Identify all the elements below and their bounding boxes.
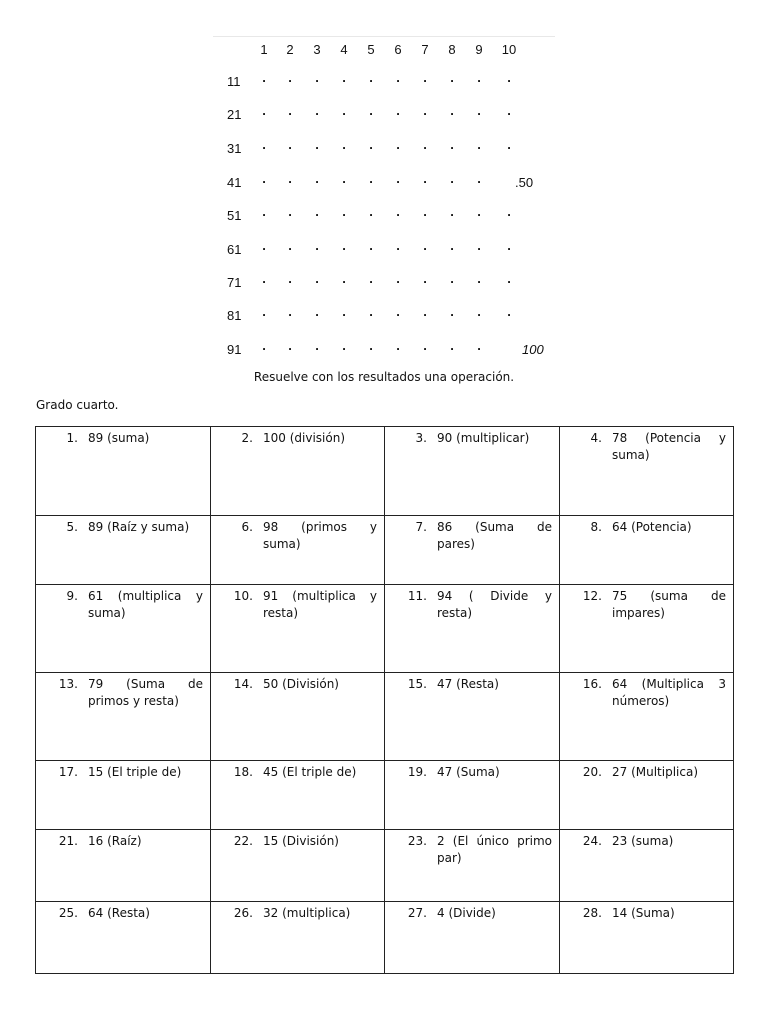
grid-dot: . (396, 171, 400, 186)
grid-column-header: 8 (448, 42, 456, 57)
grid-dot: . (477, 238, 481, 253)
grid-column-header: 7 (421, 42, 429, 57)
grid-dot: . (315, 171, 319, 186)
grid-dot: . (315, 238, 319, 253)
exercise-cell (385, 585, 560, 673)
grid-dot: . (450, 238, 454, 253)
grid-dot: . (315, 338, 319, 353)
exercise-cell (385, 830, 560, 902)
exercise-cell (560, 673, 734, 761)
grid-dot: . (342, 238, 346, 253)
exercise-text: 98 (primos y suma) (263, 520, 377, 551)
grid-dot: . (477, 137, 481, 152)
grid-dot: . (396, 137, 400, 152)
grade-label: Grado cuarto. (36, 398, 119, 412)
grid-dot: . (396, 204, 400, 219)
grid-row-end-label: 100 (522, 342, 544, 357)
grid-row-header: 31 (227, 141, 242, 156)
grid-dot: . (315, 271, 319, 286)
grid-dot: . (288, 171, 292, 186)
grid-dot: . (369, 338, 373, 353)
exercise-cell (385, 516, 560, 585)
grid-dot: . (342, 271, 346, 286)
exercise-number: 19. (407, 765, 427, 779)
exercise-cell (36, 830, 211, 902)
exercise-text: 75 (suma de impares) (612, 589, 726, 620)
exercise-number: 2. (241, 431, 253, 445)
exercise-cell (560, 427, 734, 516)
grid-dot: . (477, 204, 481, 219)
exercise-number: 7. (415, 520, 427, 534)
grid-dot: . (396, 338, 400, 353)
exercise-cell (36, 673, 211, 761)
exercise-text: 14 (Suma) (612, 906, 675, 920)
grid-dot: . (423, 137, 427, 152)
grid-dot: . (396, 238, 400, 253)
grid-dot: . (507, 238, 511, 253)
grid-dot: . (507, 271, 511, 286)
grid-dot: . (315, 304, 319, 319)
grid-dot: . (423, 70, 427, 85)
grid-dot: . (288, 103, 292, 118)
grid-dot: . (423, 338, 427, 353)
exercise-row (36, 427, 734, 516)
grid-row-end-label: .50 (515, 175, 534, 190)
grid-dot: . (288, 204, 292, 219)
grid-dot: . (262, 204, 266, 219)
grid-dot: . (369, 271, 373, 286)
exercise-number: 4. (590, 431, 602, 445)
grid-dot: . (262, 70, 266, 85)
exercise-cell (560, 585, 734, 673)
exercise-row (36, 830, 734, 902)
grid-dot: . (477, 70, 481, 85)
exercise-text: 89 (Raíz y suma) (88, 520, 190, 534)
grid-column-header: 6 (394, 42, 402, 57)
grid-dot: . (315, 70, 319, 85)
exercise-number: 27. (407, 906, 427, 920)
grid-dot: . (450, 103, 454, 118)
exercise-cell (385, 673, 560, 761)
grid-dot: . (396, 103, 400, 118)
exercise-text: 45 (El triple de) (263, 765, 357, 779)
grid-dot: . (423, 103, 427, 118)
grid-dot: . (507, 70, 511, 85)
exercise-text: 89 (suma) (88, 431, 150, 445)
grid-dot: . (477, 171, 481, 186)
exercise-number: 16. (582, 677, 602, 691)
grid-dot: . (288, 70, 292, 85)
exercise-cell (385, 761, 560, 830)
grid-row-header: 91 (227, 342, 242, 357)
exercise-row (36, 585, 734, 673)
exercise-text: 64 (Multiplica 3 números) (612, 677, 726, 708)
number-grid-figure (213, 36, 555, 366)
exercise-text: 47 (Suma) (437, 765, 500, 779)
grid-dot: . (342, 204, 346, 219)
instruction-caption: Resuelve con los resultados una operación. (253, 370, 515, 384)
grid-dot: . (477, 103, 481, 118)
grid-dot: . (288, 304, 292, 319)
exercise-cell (36, 902, 211, 974)
exercise-table-body (36, 427, 734, 974)
grid-dot: . (315, 137, 319, 152)
grid-dot: . (262, 271, 266, 286)
grid-top-rule (213, 36, 555, 37)
grid-dot: . (262, 137, 266, 152)
exercise-cell (211, 902, 385, 974)
exercise-text: 79 (Suma de primos y resta) (88, 677, 203, 708)
grid-dot: . (396, 271, 400, 286)
exercise-cell (560, 516, 734, 585)
grid-row-header: 11 (227, 74, 241, 89)
grid-column-header: 1 (260, 42, 268, 57)
grid-dot: . (315, 103, 319, 118)
grid-dot: . (477, 338, 481, 353)
grid-dot: . (450, 70, 454, 85)
grid-column-header: 2 (286, 42, 294, 57)
grid-dot: . (342, 70, 346, 85)
grid-dot: . (423, 304, 427, 319)
exercise-cell (211, 516, 385, 585)
exercise-cell (385, 902, 560, 974)
exercise-cell (560, 902, 734, 974)
grid-dot: . (450, 137, 454, 152)
grid-dot: . (369, 137, 373, 152)
exercise-number: 15. (407, 677, 427, 691)
grid-column-header: 5 (367, 42, 375, 57)
exercise-text: 100 (división) (263, 431, 346, 445)
grid-dot: . (262, 238, 266, 253)
exercise-text: 91 (multiplica y resta) (263, 589, 377, 620)
grid-dot: . (423, 238, 427, 253)
grid-dot: . (396, 70, 400, 85)
grid-dot: . (369, 304, 373, 319)
grid-dot: . (477, 304, 481, 319)
exercise-number: 14. (233, 677, 253, 691)
exercise-number: 13. (58, 677, 78, 691)
exercise-number: 8. (590, 520, 602, 534)
exercise-text: 23 (suma) (612, 834, 674, 848)
grid-dot: . (288, 137, 292, 152)
exercise-number: 26. (233, 906, 253, 920)
exercise-row (36, 673, 734, 761)
exercise-cell (211, 427, 385, 516)
exercise-row (36, 516, 734, 585)
grid-dot: . (288, 271, 292, 286)
exercise-text: 15 (División) (263, 834, 339, 848)
grid-dot: . (342, 171, 346, 186)
grid-dot: . (342, 103, 346, 118)
grid-dot: . (262, 103, 266, 118)
exercise-cell (211, 673, 385, 761)
grid-dot: . (315, 204, 319, 219)
grid-dot: . (342, 338, 346, 353)
exercise-number: 10. (233, 589, 253, 603)
grid-dot: . (507, 137, 511, 152)
exercise-row (36, 902, 734, 974)
exercise-number: 5. (66, 520, 78, 534)
exercise-number: 12. (582, 589, 602, 603)
exercise-text: 15 (El triple de) (88, 765, 182, 779)
grid-column-header: 10 (501, 42, 517, 57)
exercise-table (35, 426, 734, 974)
grid-dot: . (369, 103, 373, 118)
exercise-text: 32 (multiplica) (263, 906, 351, 920)
grid-row-header: 81 (227, 308, 242, 323)
exercise-number: 21. (58, 834, 78, 848)
exercise-number: 18. (233, 765, 253, 779)
grid-dot: . (288, 238, 292, 253)
grid-dot: . (288, 338, 292, 353)
grid-row-header: 21 (227, 107, 242, 122)
exercise-cell (36, 516, 211, 585)
exercise-text: 94 ( Divide y resta) (437, 589, 552, 620)
grid-row-header: 71 (227, 275, 242, 290)
grid-dot: . (423, 204, 427, 219)
grid-dot: . (507, 103, 511, 118)
exercise-cell (36, 585, 211, 673)
grid-dot: . (342, 304, 346, 319)
exercise-number: 28. (582, 906, 602, 920)
grid-column-header: 4 (340, 42, 348, 57)
grid-dot: . (342, 137, 346, 152)
grid-dot: . (450, 171, 454, 186)
exercise-text: 16 (Raíz) (88, 834, 142, 848)
exercise-text: 50 (División) (263, 677, 339, 691)
exercise-cell (36, 761, 211, 830)
exercise-cell (211, 585, 385, 673)
grid-dot: . (396, 304, 400, 319)
grid-row-header: 51 (227, 208, 242, 223)
exercise-number: 1. (66, 431, 78, 445)
grid-dot: . (423, 171, 427, 186)
grid-dot: . (423, 271, 427, 286)
exercise-cell (211, 761, 385, 830)
exercise-number: 23. (407, 834, 427, 848)
grid-dot: . (507, 204, 511, 219)
grid-dot: . (369, 70, 373, 85)
exercise-number: 20. (582, 765, 602, 779)
exercise-text: 2 (El único primo par) (437, 834, 552, 865)
exercise-cell (211, 830, 385, 902)
grid-dot: . (507, 304, 511, 319)
exercise-text: 86 (Suma de pares) (437, 520, 552, 551)
grid-dot: . (477, 271, 481, 286)
grid-column-header: 9 (475, 42, 483, 57)
grid-dot: . (450, 271, 454, 286)
grid-dot: . (450, 338, 454, 353)
grid-dot: . (369, 171, 373, 186)
exercise-cell (385, 427, 560, 516)
exercise-text: 64 (Potencia) (612, 520, 692, 534)
exercise-text: 27 (Multiplica) (612, 765, 699, 779)
grid-dot: . (450, 204, 454, 219)
exercise-number: 25. (58, 906, 78, 920)
grid-dot: . (262, 171, 266, 186)
exercise-cell (36, 427, 211, 516)
exercise-number: 17. (58, 765, 78, 779)
exercise-text: 4 (Divide) (437, 906, 496, 920)
grid-row-header: 41 (227, 175, 242, 190)
exercise-number: 6. (241, 520, 253, 534)
grid-dot: . (262, 338, 266, 353)
exercise-text: 78 (Potencia y suma) (612, 431, 726, 462)
exercise-number: 24. (582, 834, 602, 848)
exercise-text: 90 (multiplicar) (437, 431, 530, 445)
exercise-number: 9. (66, 589, 78, 603)
exercise-text: 61 (multiplica y suma) (88, 589, 203, 620)
grid-column-header: 3 (313, 42, 321, 57)
exercise-cell (560, 830, 734, 902)
exercise-text: 64 (Resta) (88, 906, 150, 920)
exercise-cell (560, 761, 734, 830)
grid-dot: . (369, 204, 373, 219)
exercise-number: 11. (407, 589, 427, 603)
exercise-number: 3. (415, 431, 427, 445)
exercise-row (36, 761, 734, 830)
grid-dot: . (262, 304, 266, 319)
grid-dot: . (369, 238, 373, 253)
grid-dot: . (450, 304, 454, 319)
exercise-text: 47 (Resta) (437, 677, 499, 691)
grid-row-header: 61 (227, 242, 242, 257)
exercise-number: 22. (233, 834, 253, 848)
